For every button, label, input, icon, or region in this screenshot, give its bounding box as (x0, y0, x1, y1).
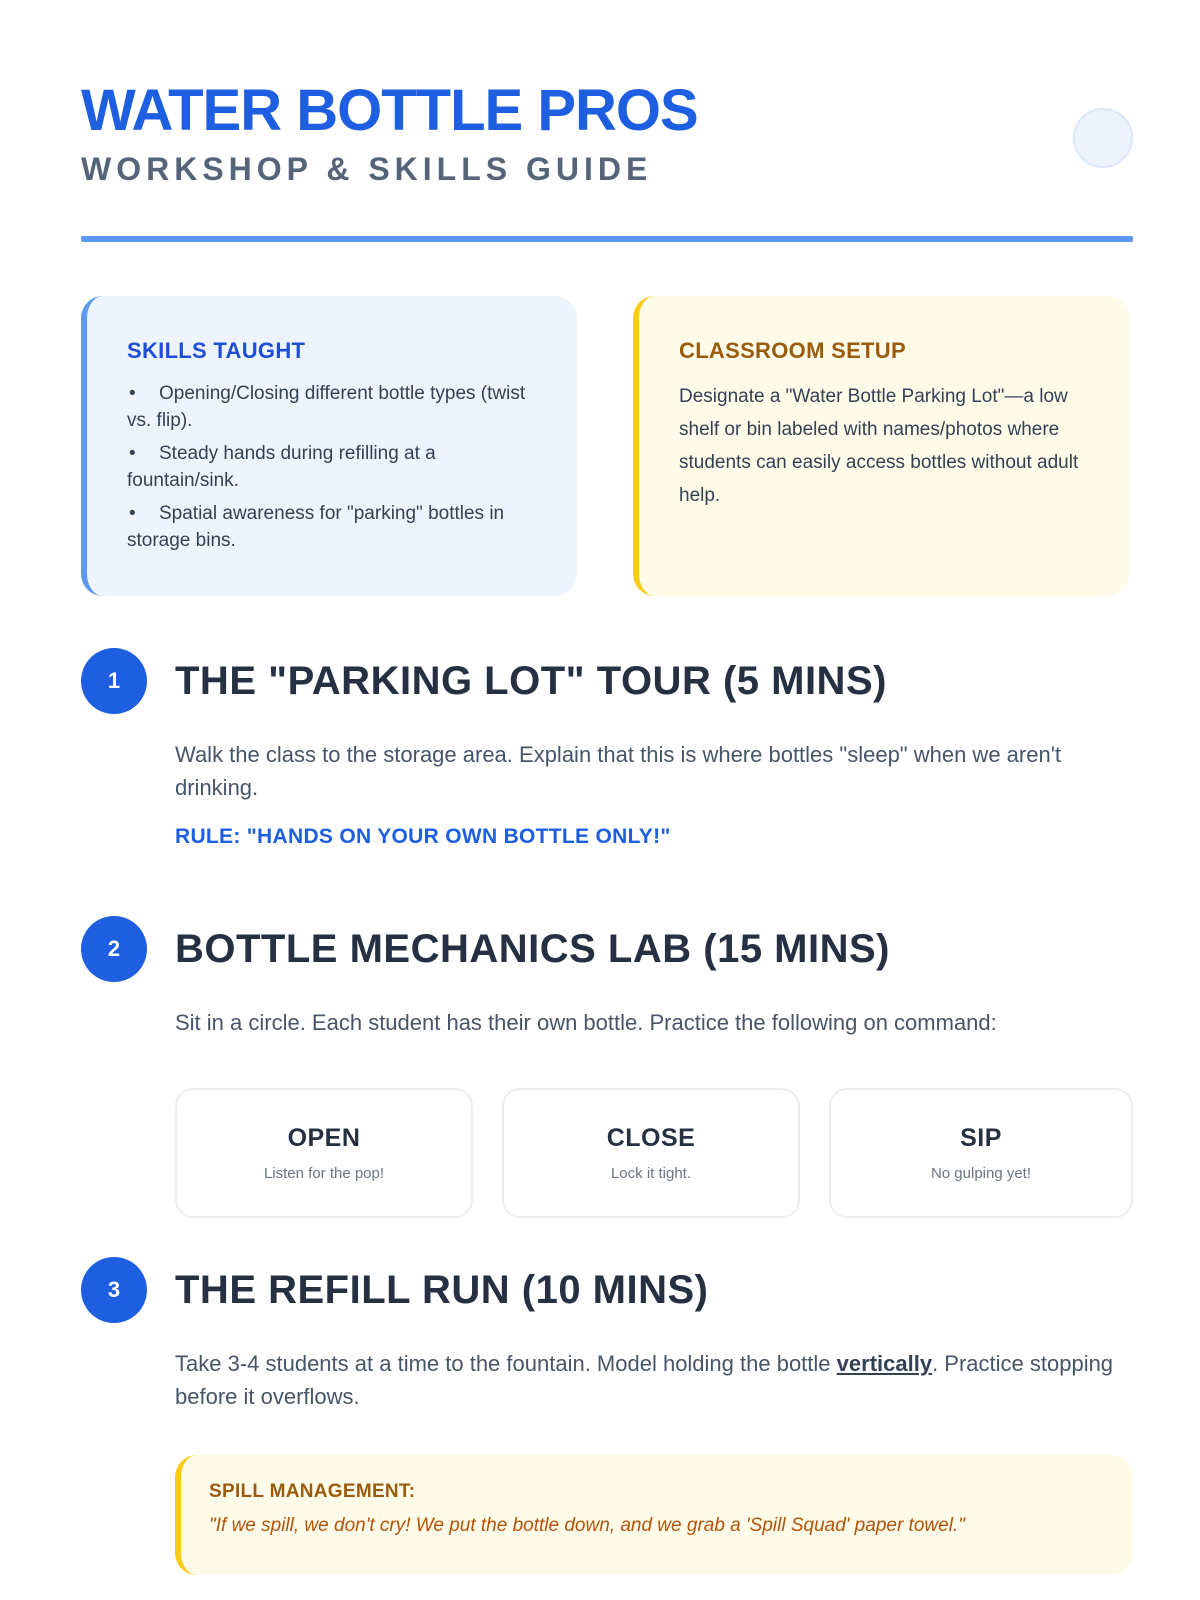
setup-card-title: CLASSROOM SETUP (679, 338, 906, 363)
emphasis-text: vertically (836, 1351, 933, 1376)
step-number-badge: 2 (81, 916, 147, 982)
action-card-close (502, 1088, 800, 1218)
action-hint: No gulping yet! (930, 1165, 1032, 1182)
skill-item: • Steady hands during refilling at a fountain/sink. (127, 440, 537, 494)
decorative-circle-icon (1073, 108, 1133, 168)
skills-card (81, 296, 577, 596)
section-title: BOTTLE MECHANICS LAB (15 MINS) (175, 927, 890, 971)
page-title: WATER BOTTLE PROS (81, 78, 698, 143)
rule-text: RULE: "HANDS ON YOUR OWN BOTTLE ONLY!" (175, 825, 671, 848)
section-title: THE REFILL RUN (10 MINS) (175, 1268, 709, 1312)
action-name: OPEN (287, 1124, 361, 1152)
action-card-sip (829, 1088, 1133, 1218)
action-hint: Lock it tight. (610, 1165, 692, 1182)
page-subtitle: WORKSHOP & SKILLS GUIDE (81, 151, 653, 187)
body-text: . Practice stopping before it overflows. (175, 1351, 1114, 1409)
skills-card-title: SKILLS TAUGHT (127, 338, 306, 363)
callout-quote: "If we spill, we don't cry! We put the bottle down, and we grab a 'Spill Squad' paper towel." (209, 1515, 965, 1536)
setup-card-text: Designate a "Water Bottle Parking Lot"—a low shelf or bin labeled with names/photos where students can easily access bottles without adult help. (679, 386, 1079, 506)
section-body (175, 1347, 1133, 1413)
skills-list (127, 380, 537, 554)
action-hint: Listen for the pop! (263, 1165, 385, 1182)
section-body: Walk the class to the storage area. Explain that this is where bottles "sleep" when we aren't drinking. (175, 742, 1062, 800)
section-bottle-mechanics-lab (81, 916, 1133, 1226)
section-refill-run (81, 1257, 1133, 1587)
setup-card (633, 296, 1129, 596)
guide-page (81, 0, 1133, 1536)
info-cards (81, 296, 1133, 596)
mechanics-actions (175, 1088, 1133, 1218)
header (81, 0, 1133, 243)
section-body: Sit in a circle. Each student has their own bottle. Practice the following on command: (175, 1010, 997, 1035)
section-title: THE "PARKING LOT" TOUR (5 MINS) (175, 659, 887, 703)
step-number-badge: 3 (81, 1257, 147, 1323)
section-parking-lot-tour (81, 648, 1133, 868)
action-card-open (175, 1088, 473, 1218)
action-name: SIP (960, 1124, 1002, 1152)
body-text: Take 3-4 students at a time to the fountain. Model holding the bottle (175, 1351, 837, 1376)
step-number-badge: 1 (81, 648, 147, 714)
callout-title: SPILL MANAGEMENT: (209, 1481, 416, 1502)
header-divider (81, 236, 1133, 242)
skill-item: • Opening/Closing different bottle types (twist vs. flip). (127, 380, 537, 434)
action-name: CLOSE (606, 1124, 696, 1152)
spill-management-callout (175, 1455, 1133, 1575)
skill-item: • Spatial awareness for "parking" bottles in storage bins. (127, 500, 537, 554)
